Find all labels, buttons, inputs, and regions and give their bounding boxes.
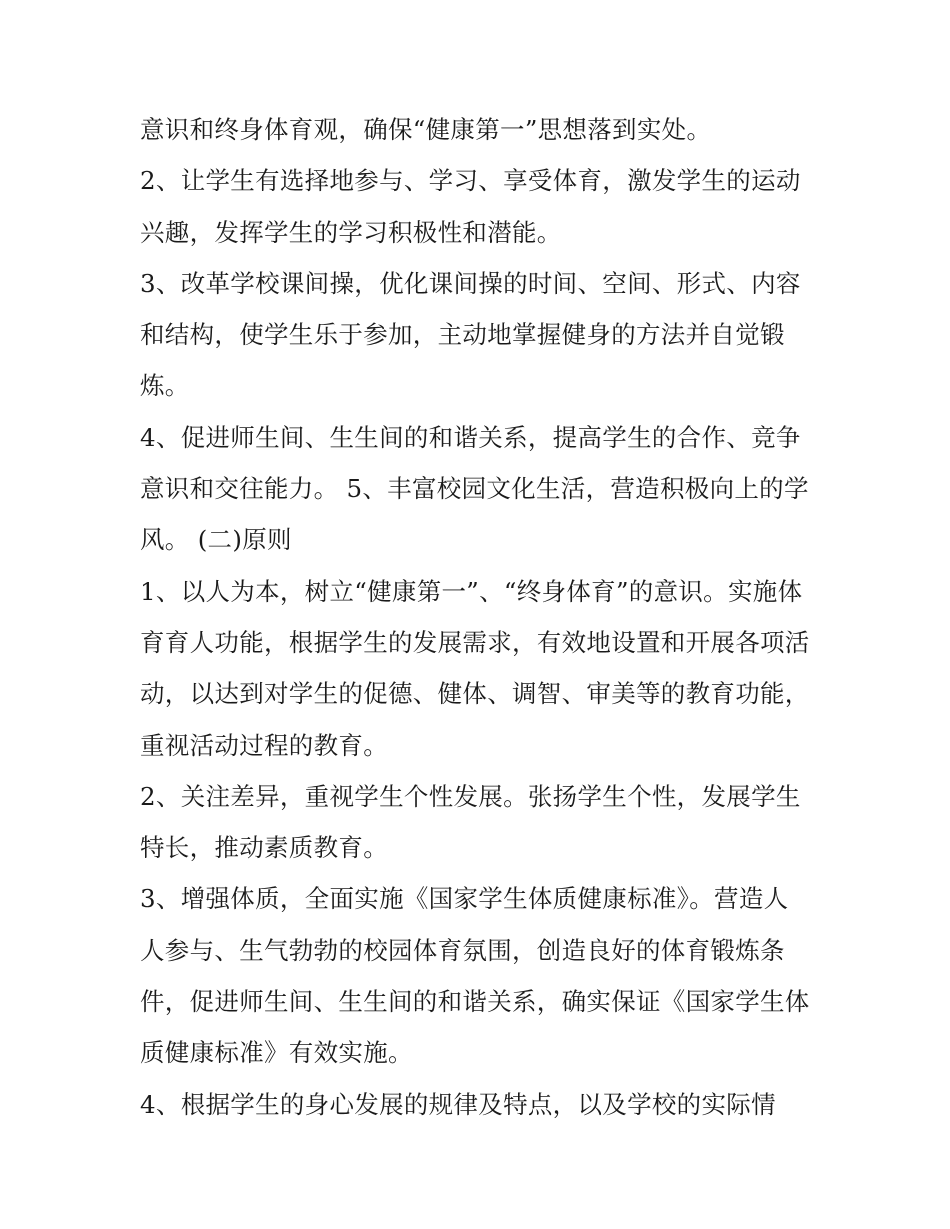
text-line: 1、以人为本，树立“健康第一”、“终身体育”的意识。实施体 [140, 576, 803, 606]
text-line: 3、增强体质，全面实施《国家学生体质健康标准》。营造人 [140, 884, 789, 914]
text-line: 动，以达到对学生的促德、健体、调智、审美等的教育功能， [140, 679, 810, 709]
text-line: 4、根据学生的身心发展的规律及特点，以及学校的实际情 [140, 1089, 776, 1119]
text-line: 2、关注差异，重视学生个性发展。张扬学生个性，发展学生 [140, 781, 801, 811]
text-line: 人参与、生气勃勃的校园体育氛围，创造良好的体育锻炼条 [140, 935, 785, 965]
text-line: 件，促进师生间、生生间的和谐关系，确实保证《国家学生体 [140, 987, 810, 1017]
text-line: 炼。 [140, 371, 190, 401]
document-body [140, 104, 830, 1130]
text-line: 重视活动过程的教育。 [140, 730, 388, 760]
text-line: 和结构，使学生乐于参加，主动地掌握健身的方法并自觉锻 [140, 320, 785, 350]
text-line: 3、改革学校课间操，优化课间操的时间、空间、形式、内容 [140, 268, 801, 298]
text-line: 特长，推动素质教育。 [140, 833, 388, 863]
text-line: 意识和交往能力。 5、丰富校园文化生活，营造积极向上的学 [140, 474, 809, 504]
text-line: 质健康标准》有效实施。 [140, 1038, 413, 1068]
text-line: 意识和终身体育观，确保“健康第一”思想落到实处。 [140, 115, 712, 144]
text-line: 育育人功能，根据学生的发展需求，有效地设置和开展各项活 [140, 627, 810, 657]
text-line: 风。 (二)原则 [140, 525, 292, 555]
text-line: 兴趣，发挥学生的学习积极性和潜能。 [140, 217, 562, 247]
text-line: 4、促进师生间、生生间的和谐关系，提高学生的合作、竞争 [140, 422, 801, 452]
text-line: 2、让学生有选择地参与、学习、享受体育，激发学生的运动 [140, 166, 801, 196]
